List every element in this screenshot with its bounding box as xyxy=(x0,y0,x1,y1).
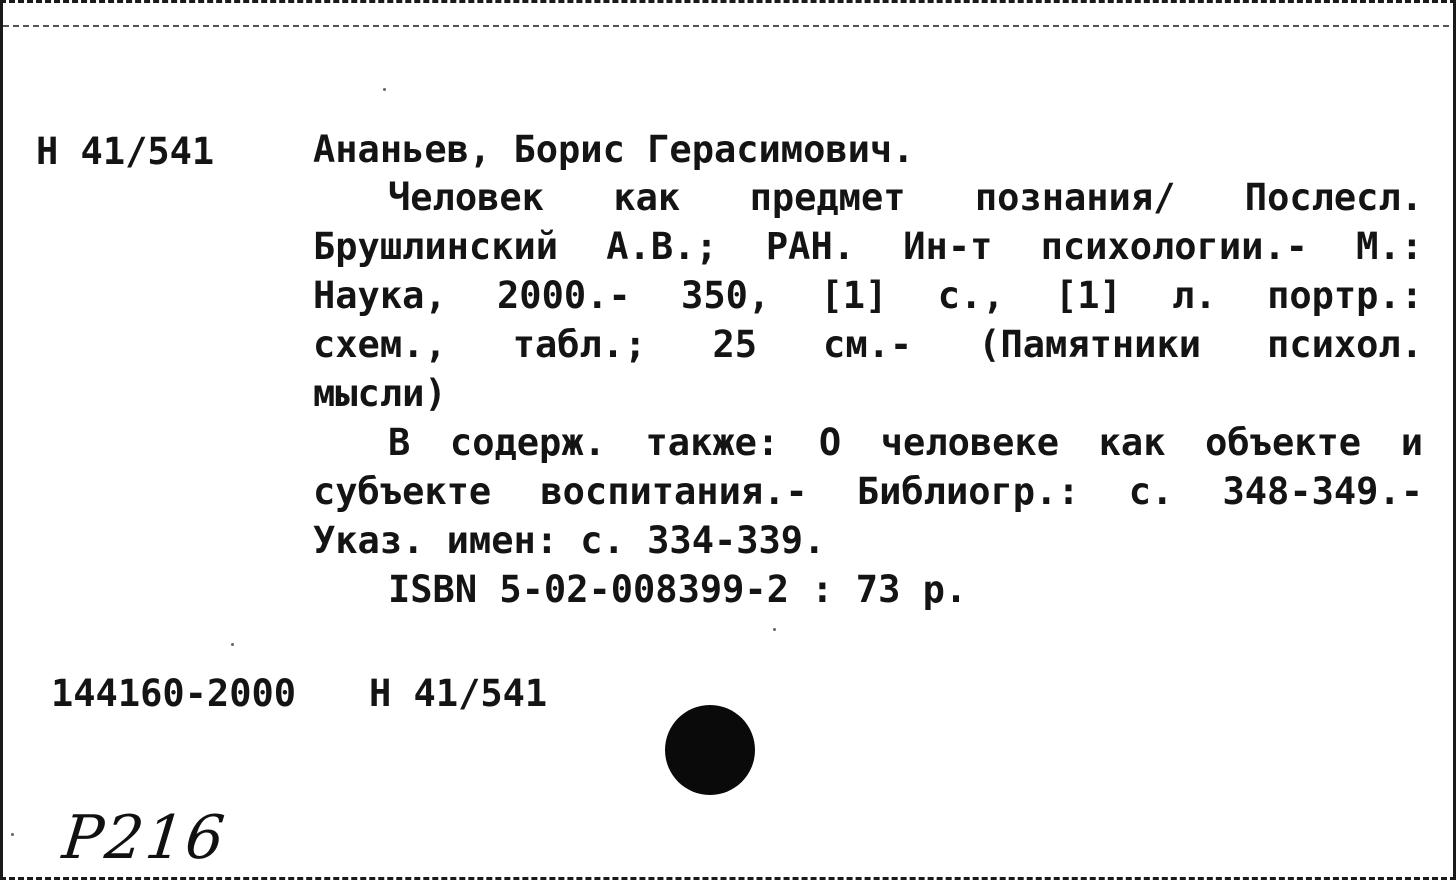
contents-line: субъекте воспитания.- Библиогр.: с. 348-349.- xyxy=(313,470,1423,513)
speck xyxy=(231,643,234,646)
contents-line: В содерж. также: О человеке как объекте и xyxy=(388,421,1423,464)
call-number: Н 41/541 xyxy=(36,130,215,173)
speck xyxy=(773,628,776,631)
author-heading: Ананьев, Борис Герасимович. xyxy=(313,128,915,171)
isbn-price: ISBN 5-02-008399-2 : 73 р. xyxy=(388,568,968,611)
description-line: Брушлинский А.В.; РАН. Ин-т психологии.- М.: xyxy=(313,225,1423,268)
description-line: Наука, 2000.- 350, [1] с., [1] л. портр.: xyxy=(313,274,1423,317)
inventory-number: 144160-2000 xyxy=(51,672,297,715)
top-rule xyxy=(3,25,1456,27)
description-line: Человек как предмет познания/ Послесл. xyxy=(388,176,1423,219)
call-number-bottom: Н 41/541 xyxy=(369,672,548,715)
description-line: мысли) xyxy=(313,372,447,415)
handwritten-note: Р216 xyxy=(59,803,230,873)
contents-line: Указ. имен: с. 334-339. xyxy=(313,519,826,562)
description-line: схем., табл.; 25 см.- (Памятники психол. xyxy=(313,323,1423,366)
speck xyxy=(11,833,14,836)
punch-hole xyxy=(665,705,755,795)
speck xyxy=(383,88,386,91)
